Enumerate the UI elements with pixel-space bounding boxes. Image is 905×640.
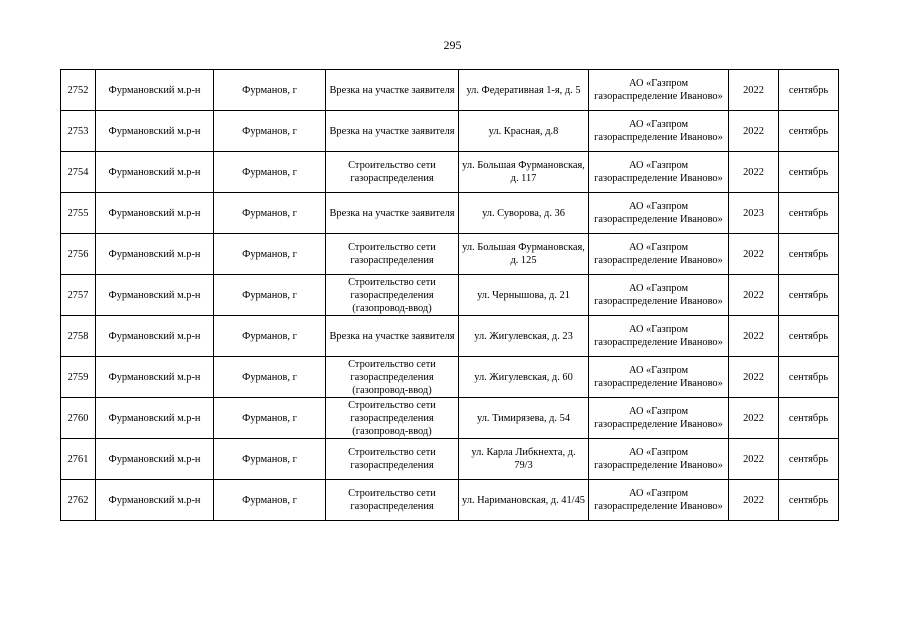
district-cell: Фурмановский м.р-н (96, 111, 214, 152)
row-number-cell: 2752 (61, 70, 96, 111)
organization-cell: АО «Газпром газораспределение Иваново» (589, 275, 729, 316)
row-number-cell: 2754 (61, 152, 96, 193)
table-row (61, 316, 839, 357)
work-type-cell: Строительство сети газораспределения (газопровод-ввод) (326, 398, 459, 439)
table-row (61, 70, 839, 111)
district-cell: Фурмановский м.р-н (96, 275, 214, 316)
address-cell: ул. Суворова, д. 36 (459, 193, 589, 234)
month-cell: сентябрь (779, 480, 839, 521)
row-number-cell: 2758 (61, 316, 96, 357)
row-number-cell: 2757 (61, 275, 96, 316)
month-cell: сентябрь (779, 152, 839, 193)
city-cell: Фурманов, г (214, 480, 326, 521)
district-cell: Фурмановский м.р-н (96, 193, 214, 234)
table-row (61, 275, 839, 316)
month-cell: сентябрь (779, 316, 839, 357)
row-number-cell: 2753 (61, 111, 96, 152)
table-row (61, 439, 839, 480)
address-cell: ул. Большая Фурмановская, д. 125 (459, 234, 589, 275)
organization-cell: АО «Газпром газораспределение Иваново» (589, 193, 729, 234)
city-cell: Фурманов, г (214, 398, 326, 439)
page-number: 295 (443, 38, 462, 52)
organization-cell: АО «Газпром газораспределение Иваново» (589, 357, 729, 398)
city-cell: Фурманов, г (214, 70, 326, 111)
city-cell: Фурманов, г (214, 275, 326, 316)
row-number-cell: 2755 (61, 193, 96, 234)
year-cell: 2022 (729, 480, 779, 521)
work-type-cell: Строительство сети газораспределения (газопровод-ввод) (326, 357, 459, 398)
district-cell: Фурмановский м.р-н (96, 70, 214, 111)
gas-connection-table (60, 69, 839, 521)
work-type-cell: Строительство сети газораспределения (326, 152, 459, 193)
year-cell: 2022 (729, 70, 779, 111)
month-cell: сентябрь (779, 439, 839, 480)
year-cell: 2022 (729, 152, 779, 193)
work-type-cell: Врезка на участке заявителя (326, 193, 459, 234)
work-type-cell: Врезка на участке заявителя (326, 111, 459, 152)
year-cell: 2022 (729, 398, 779, 439)
address-cell: ул. Наримановская, д. 41/45 (459, 480, 589, 521)
address-cell: ул. Жигулевская, д. 60 (459, 357, 589, 398)
year-cell: 2023 (729, 193, 779, 234)
work-type-cell: Строительство сети газораспределения (газопровод-ввод) (326, 275, 459, 316)
organization-cell: АО «Газпром газораспределение Иваново» (589, 480, 729, 521)
district-cell: Фурмановский м.р-н (96, 357, 214, 398)
work-type-cell: Врезка на участке заявителя (326, 316, 459, 357)
organization-cell: АО «Газпром газораспределение Иваново» (589, 111, 729, 152)
year-cell: 2022 (729, 316, 779, 357)
district-cell: Фурмановский м.р-н (96, 234, 214, 275)
organization-cell: АО «Газпром газораспределение Иваново» (589, 152, 729, 193)
district-cell: Фурмановский м.р-н (96, 152, 214, 193)
year-cell: 2022 (729, 111, 779, 152)
row-number-cell: 2760 (61, 398, 96, 439)
table-row (61, 234, 839, 275)
month-cell: сентябрь (779, 193, 839, 234)
table-row (61, 193, 839, 234)
address-cell: ул. Федеративная 1-я, д. 5 (459, 70, 589, 111)
table-row (61, 111, 839, 152)
organization-cell: АО «Газпром газораспределение Иваново» (589, 398, 729, 439)
city-cell: Фурманов, г (214, 193, 326, 234)
row-number-cell: 2762 (61, 480, 96, 521)
work-type-cell: Строительство сети газораспределения (326, 234, 459, 275)
organization-cell: АО «Газпром газораспределение Иваново» (589, 70, 729, 111)
table-row (61, 357, 839, 398)
district-cell: Фурмановский м.р-н (96, 316, 214, 357)
city-cell: Фурманов, г (214, 111, 326, 152)
month-cell: сентябрь (779, 275, 839, 316)
month-cell: сентябрь (779, 234, 839, 275)
address-cell: ул. Жигулевская, д. 23 (459, 316, 589, 357)
month-cell: сентябрь (779, 70, 839, 111)
row-number-cell: 2759 (61, 357, 96, 398)
table-body (61, 70, 839, 521)
year-cell: 2022 (729, 439, 779, 480)
district-cell: Фурмановский м.р-н (96, 480, 214, 521)
city-cell: Фурманов, г (214, 152, 326, 193)
address-cell: ул. Тимирязева, д. 54 (459, 398, 589, 439)
row-number-cell: 2756 (61, 234, 96, 275)
district-cell: Фурмановский м.р-н (96, 398, 214, 439)
organization-cell: АО «Газпром газораспределение Иваново» (589, 439, 729, 480)
address-cell: ул. Красная, д.8 (459, 111, 589, 152)
address-cell: ул. Чернышова, д. 21 (459, 275, 589, 316)
table-row (61, 398, 839, 439)
city-cell: Фурманов, г (214, 357, 326, 398)
city-cell: Фурманов, г (214, 234, 326, 275)
city-cell: Фурманов, г (214, 439, 326, 480)
city-cell: Фурманов, г (214, 316, 326, 357)
organization-cell: АО «Газпром газораспределение Иваново» (589, 316, 729, 357)
year-cell: 2022 (729, 357, 779, 398)
table-row (61, 152, 839, 193)
month-cell: сентябрь (779, 398, 839, 439)
table-row (61, 480, 839, 521)
row-number-cell: 2761 (61, 439, 96, 480)
month-cell: сентябрь (779, 111, 839, 152)
district-cell: Фурмановский м.р-н (96, 439, 214, 480)
address-cell: ул. Большая Фурмановская, д. 117 (459, 152, 589, 193)
work-type-cell: Врезка на участке заявителя (326, 70, 459, 111)
work-type-cell: Строительство сети газораспределения (326, 480, 459, 521)
year-cell: 2022 (729, 275, 779, 316)
year-cell: 2022 (729, 234, 779, 275)
address-cell: ул. Карла Либкнехта, д. 79/3 (459, 439, 589, 480)
month-cell: сентябрь (779, 357, 839, 398)
work-type-cell: Строительство сети газораспределения (326, 439, 459, 480)
organization-cell: АО «Газпром газораспределение Иваново» (589, 234, 729, 275)
